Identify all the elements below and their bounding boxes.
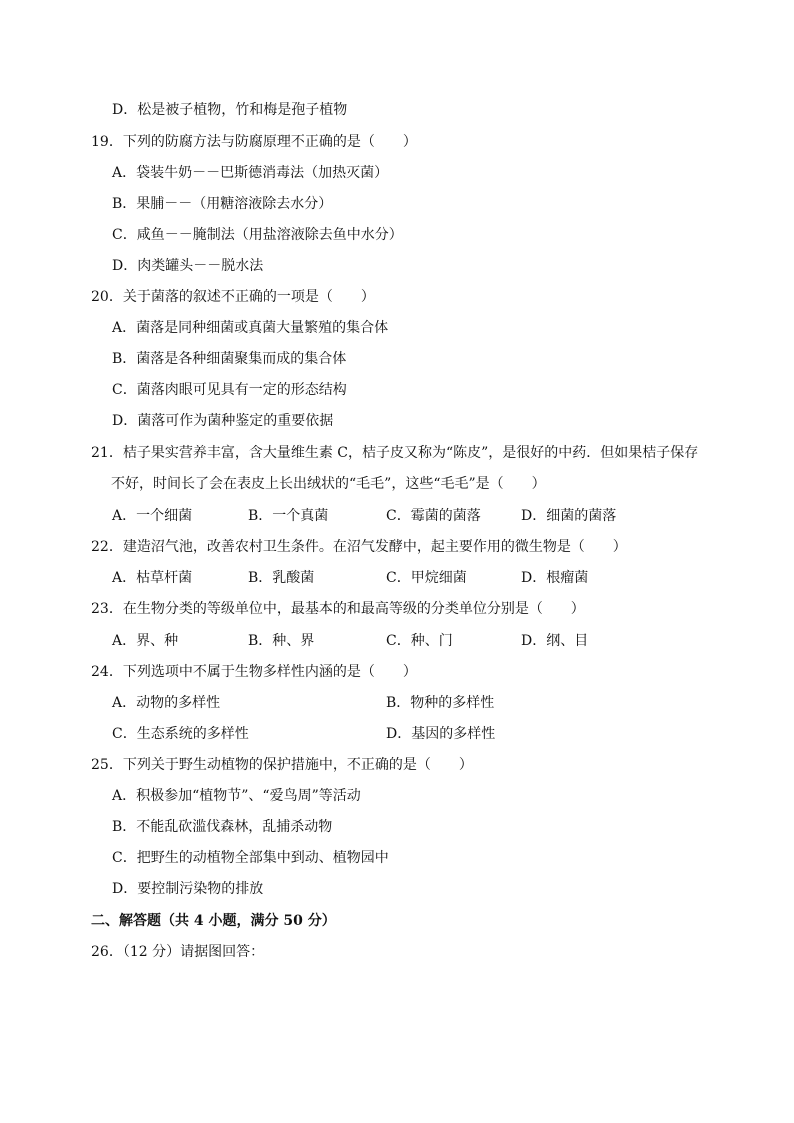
q19-option-b: B．果脯－－（用糖溶液除去水分） [112,196,333,212]
q23-option-c: C．种、门 [386,633,453,649]
q20-option-c: C．菌落肉眼可见具有一定的形态结构 [112,382,347,398]
q23-option-b: B．种、界 [248,633,315,649]
q22-option-c: C．甲烷细菌 [386,570,467,586]
q19-option-c: C．咸鱼－－腌制法（用盐溶液除去鱼中水分） [112,227,403,243]
q23-stem: 23．在生物分类的等级单位中，最基本的和最高等级的分类单位分别是（ ） [91,601,585,617]
q19-option-d: D．肉类罐头－－脱水法 [112,258,264,274]
q24-stem: 24．下列选项中不属于生物多样性内涵的是（ ） [91,664,417,680]
q24-option-b: B．物种的多样性 [386,695,495,711]
q20-option-a: A．菌落是同种细菌或真菌大量繁殖的集合体 [112,320,389,336]
q25-option-d: D．要控制污染物的排放 [112,881,264,897]
q23-option-d: D．纲、目 [521,633,589,649]
q24-option-c: C．生态系统的多样性 [112,726,249,742]
q24-option-a: A．动物的多样性 [112,695,221,711]
section-heading: 二、解答题（共 4 小题，满分 50 分） [91,913,336,929]
q22-stem: 22．建造沼气池，改善农村卫生条件。在沼气发酵中，起主要作用的微生物是（ ） [91,539,627,555]
q24-option-d: D．基因的多样性 [386,726,496,742]
q25-option-b: B．不能乱砍滥伐森林，乱捕杀动物 [112,819,333,835]
q21-option-c: C．霉菌的菌落 [386,508,481,524]
q19-stem: 19．下列的防腐方法与防腐原理不正确的是（ ） [91,134,417,150]
q23-option-a: A．界、种 [112,633,179,649]
q25-option-a: A．积极参加“植物节”、“爱鸟周”等活动 [112,788,361,804]
q25-option-c: C．把野生的动植物全部集中到动、植物园中 [112,850,389,866]
q18-option-d: D．松是被子植物，竹和梅是孢子植物 [112,102,348,118]
q21-option-b: B．一个真菌 [248,508,329,524]
q26-stem: 26．（12 分）请据图回答： [91,944,265,960]
q25-stem: 25．下列关于野生动植物的保护措施中，不正确的是（ ） [91,757,473,773]
q21-stem-line1: 21．桔子果实营养丰富，含大量维生素 C，桔子皮又称为“陈皮”，是很好的中药．但如果桔子保存 [91,445,699,461]
q21-stem-line2: 不好，时间长了会在表皮上长出绒状的“毛毛”，这些“毛毛”是（ ） [111,476,546,492]
q20-option-d: D．菌落可作为菌种鉴定的重要依据 [112,413,334,429]
q22-option-b: B．乳酸菌 [248,570,315,586]
q22-option-d: D．根瘤菌 [521,570,589,586]
q20-option-b: B．菌落是各种细菌聚集而成的集合体 [112,351,347,367]
q21-option-d: D．细菌的菌落 [521,508,617,524]
q20-stem: 20．关于菌落的叙述不正确的一项是（ ） [91,289,375,305]
q22-option-a: A．枯草杆菌 [112,570,193,586]
q19-option-a: A．袋装牛奶－－巴斯德消毒法（加热灭菌） [112,165,389,181]
q21-option-a: A．一个细菌 [112,508,193,524]
